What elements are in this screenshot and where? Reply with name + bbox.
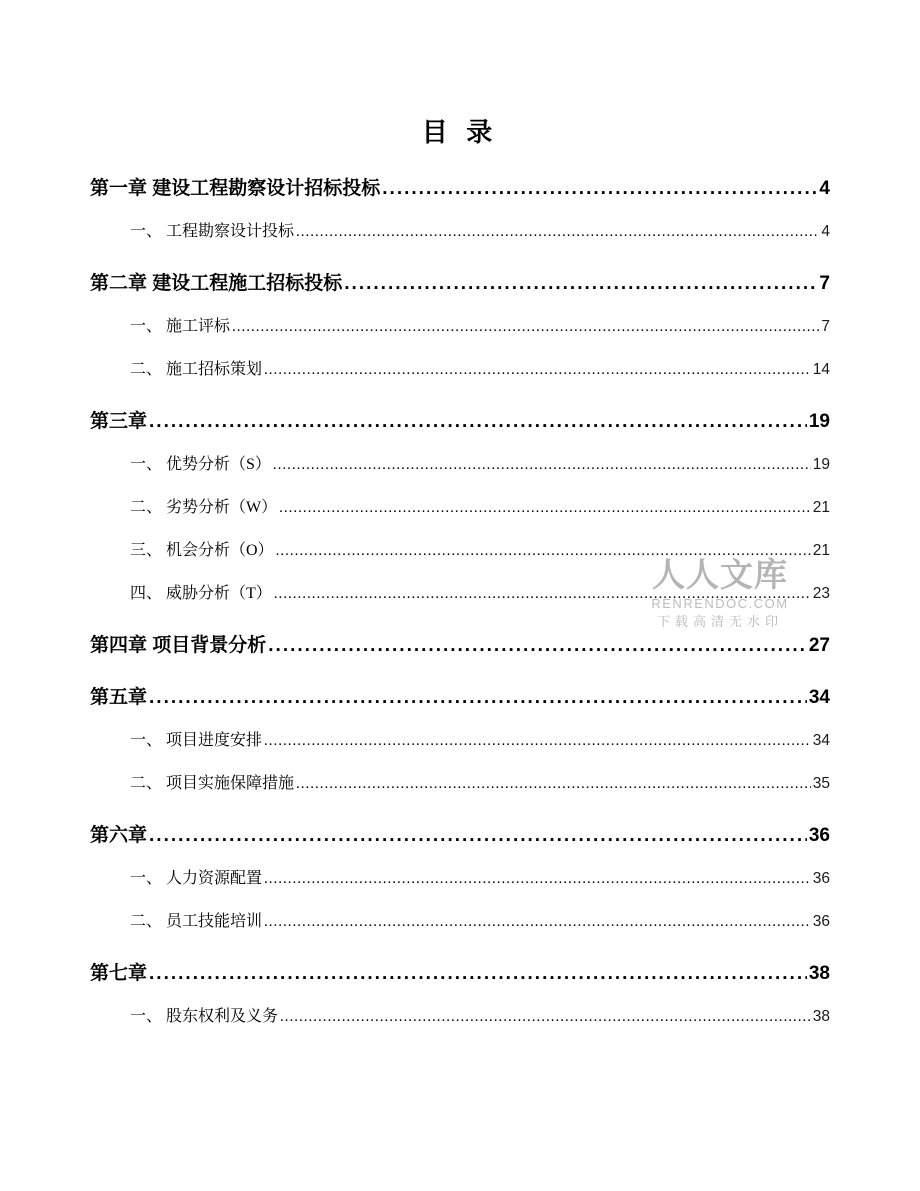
toc-leader-dots bbox=[279, 495, 811, 521]
toc-page-number: 38 bbox=[812, 1008, 830, 1025]
toc-entry bbox=[90, 357, 830, 383]
toc-leader-dots bbox=[276, 538, 811, 564]
toc-entry-label: 二、 施工招标策划 bbox=[130, 361, 263, 378]
toc-entry-label: 一、 股东权利及义务 bbox=[130, 1008, 279, 1025]
toc-leader-dots bbox=[296, 771, 811, 797]
toc-entry bbox=[90, 633, 830, 659]
toc-entry bbox=[90, 581, 830, 607]
toc-entry-label: 一、 工程勘察设计投标 bbox=[130, 223, 295, 240]
toc-entry-label: 一、 项目进度安排 bbox=[130, 732, 263, 749]
toc-page-number: 38 bbox=[808, 963, 830, 984]
toc-entry-label: 第四章 项目背景分析 bbox=[90, 635, 267, 656]
toc-entry-label: 一、 人力资源配置 bbox=[130, 870, 263, 887]
toc-page-number: 35 bbox=[812, 775, 830, 792]
toc-entry-label: 第六章 bbox=[90, 825, 148, 846]
toc-leader-dots bbox=[382, 176, 817, 202]
toc-page-number: 23 bbox=[812, 585, 830, 602]
toc-leader-dots bbox=[273, 452, 811, 478]
toc-leader-dots bbox=[149, 685, 807, 711]
toc-entry-label: 第二章 建设工程施工招标投标 bbox=[90, 273, 343, 294]
toc-entry bbox=[90, 452, 830, 478]
toc-list bbox=[90, 176, 830, 1030]
toc-entry-label: 第一章 建设工程勘察设计招标投标 bbox=[90, 178, 381, 199]
toc-entry bbox=[90, 495, 830, 521]
toc-entry bbox=[90, 409, 830, 435]
toc-leader-dots bbox=[232, 314, 819, 340]
toc-leader-dots bbox=[274, 581, 811, 607]
toc-leader-dots bbox=[280, 1004, 811, 1030]
page-title: 目 录 bbox=[421, 118, 499, 147]
toc-entry bbox=[90, 771, 830, 797]
toc-entry-label: 二、 劣势分析（W） bbox=[130, 499, 278, 516]
toc-entry bbox=[90, 685, 830, 711]
toc-page-number: 19 bbox=[808, 411, 830, 432]
toc-entry bbox=[90, 823, 830, 849]
toc-page-number: 27 bbox=[808, 635, 830, 656]
toc-entry bbox=[90, 271, 830, 297]
toc-entry-label: 第三章 bbox=[90, 411, 148, 432]
toc-entry bbox=[90, 314, 830, 340]
toc-page-number: 21 bbox=[812, 499, 830, 516]
toc-entry-label: 四、 威胁分析（T） bbox=[130, 585, 272, 602]
toc-leader-dots bbox=[264, 728, 811, 754]
watermark-brand: 人人文库 bbox=[652, 558, 788, 594]
toc-entry bbox=[90, 1004, 830, 1030]
toc-page-number: 34 bbox=[808, 687, 830, 708]
toc-entry-label: 二、 项目实施保障措施 bbox=[130, 775, 295, 792]
toc-leader-dots bbox=[149, 409, 807, 435]
toc-entry bbox=[90, 176, 830, 202]
toc-page-number: 36 bbox=[812, 870, 830, 887]
toc-leader-dots bbox=[149, 961, 807, 987]
toc-entry-label: 一、 优势分析（S） bbox=[130, 456, 271, 473]
toc-page-number: 36 bbox=[812, 913, 830, 930]
toc-page-number: 34 bbox=[812, 732, 830, 749]
toc-page-number: 21 bbox=[812, 542, 830, 559]
toc-leader-dots bbox=[268, 633, 807, 659]
toc-entry bbox=[90, 219, 830, 245]
toc-entry-label: 一、 施工评标 bbox=[130, 318, 231, 335]
toc-leader-dots bbox=[149, 823, 807, 849]
toc-page-number: 7 bbox=[819, 273, 830, 294]
toc-entry bbox=[90, 961, 830, 987]
watermark-tagline: 下载高清无水印 bbox=[656, 613, 783, 629]
toc-page-number: 4 bbox=[821, 223, 830, 240]
toc-entry bbox=[90, 728, 830, 754]
toc-page-number: 36 bbox=[808, 825, 830, 846]
toc-entry bbox=[90, 909, 830, 935]
toc-page-number: 7 bbox=[821, 318, 830, 335]
toc-entry-label: 第五章 bbox=[90, 687, 148, 708]
toc-leader-dots bbox=[264, 909, 811, 935]
toc-page-number: 14 bbox=[812, 361, 830, 378]
toc-leader-dots bbox=[344, 271, 817, 297]
toc-entry-label: 二、 员工技能培训 bbox=[130, 913, 263, 930]
toc-entry-label: 第七章 bbox=[90, 963, 148, 984]
toc-page-number: 4 bbox=[819, 178, 830, 199]
toc-entry-label: 三、 机会分析（O） bbox=[130, 542, 274, 559]
toc-leader-dots bbox=[296, 219, 819, 245]
watermark-domain: RENRENDOC.COM bbox=[651, 596, 789, 612]
toc-entry bbox=[90, 538, 830, 564]
toc-page-number: 19 bbox=[812, 456, 830, 473]
toc-entry bbox=[90, 866, 830, 892]
toc-leader-dots bbox=[264, 866, 811, 892]
toc-leader-dots bbox=[264, 357, 811, 383]
